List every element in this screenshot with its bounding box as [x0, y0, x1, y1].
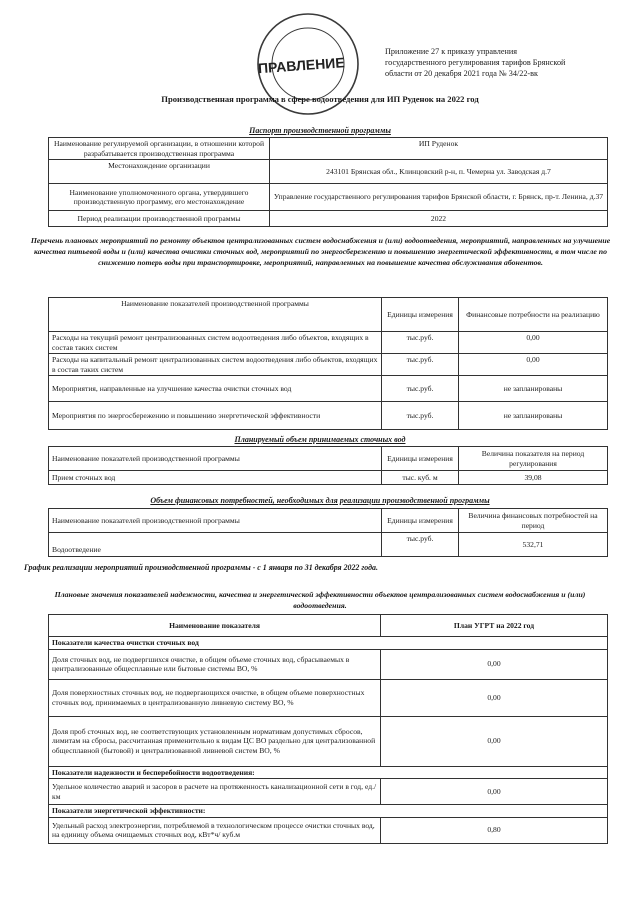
volume-name: Прием сточных вод: [49, 471, 382, 485]
table-row: [49, 615, 608, 637]
group-row: [49, 766, 608, 779]
passport-label: Наименование уполномоченного органа, утвердившего производственную программу, его местонахождение: [49, 184, 270, 211]
measures-heading: Перечень плановых мероприятий по ремонту объектов централизованных систем водоснабжения и (или) водоотведения, мероприятий, направленных на улучшение качества питьевой воды и (или) качества очистки сточных вод, мероприятий по энергосбережению и повышению энергетической эффективности, в том числе по снижению потерь воды при транспортировке, мероприятий, направленных на повышение качества обслуживания абонентов.: [30, 236, 611, 267]
column-header: Наименование показателя: [49, 615, 381, 637]
group-row: [49, 637, 608, 650]
column-header: План УГРТ на 2022 год: [381, 615, 608, 637]
volume-value: 39,08: [459, 471, 608, 485]
appendix-line: области от 20 декабря 2021 года № 34/22-вк: [385, 69, 538, 78]
passport-table: [48, 137, 608, 227]
indicator-value: 0,00: [381, 649, 608, 679]
indicator-name: Доля сточных вод, не подвергшихся очистке, в общем объеме сточных вод, сбрасываемых в централизованные общесплавные или бытовые системы ВО, %: [49, 649, 381, 679]
measure-name: Расходы на текущий ремонт централизованных систем водоотведения либо объектов, входящих в состав таких систем: [49, 332, 382, 354]
table-row: [49, 160, 608, 184]
table-row: [49, 817, 608, 843]
finance-name: Водоотведение: [49, 533, 382, 557]
table-row: [49, 447, 608, 471]
table-row: [49, 533, 608, 557]
passport-value: ИП Руденок: [270, 138, 608, 160]
table-row: [49, 354, 608, 376]
measure-value: не запланированы: [459, 376, 608, 402]
table-row: [49, 649, 608, 679]
indicator-name: Удельное количество аварий и засоров в расчете на протяженность канализационной сети в год, ед./км: [49, 779, 381, 805]
indicator-name: Доля проб сточных вод, не соответствующих установленным нормативам допустимых сбросов, лимитам на сбросы, рассчитанная применительно к видам ЦС ВО раздельно для централизованной общесплавной (бытовой) и централизованной ливневой систем ВО, %: [49, 716, 381, 766]
measure-name: Мероприятия по энергосбережению и повышению энергетической эффективности: [49, 402, 382, 430]
passport-label: Период реализации производственной программы: [49, 211, 270, 227]
indicator-value: 0,00: [381, 779, 608, 805]
reliability-heading: Плановые значения показателей надежности, качества и энергетической эффективности объектов централизованных систем водоснабжения и (или) водоотведения.: [54, 590, 586, 610]
table-row: [49, 298, 608, 332]
volume-table: [48, 446, 608, 485]
finance-heading: Объем финансовых потребностей, необходимых для реализации производственной программы: [150, 496, 490, 505]
measure-unit: тыс.руб.: [382, 354, 459, 376]
measure-value: 0,00: [459, 332, 608, 354]
column-header: Наименование показателей производственной программы: [49, 509, 382, 533]
column-header: Наименование показателей производственной программы: [49, 447, 382, 471]
column-header: Наименование показателей производственной программы: [49, 298, 382, 332]
appendix-line: государственного регулирования тарифов Брянской: [385, 58, 566, 67]
column-header: Единицы измерения: [382, 509, 459, 533]
group-title: Показатели качества очистки сточных вод: [49, 637, 608, 650]
appendix-note: [385, 46, 620, 79]
measure-value: 0,00: [459, 354, 608, 376]
passport-heading: Паспорт производственной программы: [249, 126, 391, 135]
schedule-note: График реализации мероприятий производственной программы - с 1 января по 31 декабря 2022 года.: [24, 563, 378, 572]
group-title: Показатели энергетической эффективности:: [49, 805, 608, 818]
table-row: [49, 509, 608, 533]
passport-value: 243101 Брянская обл., Клинцовский р-н, п. Чемерна ул. Заводская д.7: [270, 160, 608, 184]
column-header: Единицы измерения: [382, 447, 459, 471]
indicator-value: 0,00: [381, 716, 608, 766]
measure-unit: тыс.руб.: [382, 332, 459, 354]
stamp-text: ПРАВЛЕНИЕ: [257, 54, 346, 77]
group-title: Показатели надежности и бесперебойности водоотведения:: [49, 766, 608, 779]
passport-value: 2022: [270, 211, 608, 227]
table-row: [49, 332, 608, 354]
finance-table: [48, 508, 608, 557]
table-row: [49, 716, 608, 766]
column-header: Финансовые потребности на реализацию: [459, 298, 608, 332]
passport-label: Наименование регулируемой организации, в отношении которой разрабатывается производственная программа: [49, 138, 270, 160]
measure-name: Расходы на капитальный ремонт централизованных систем водоотведения либо объектов, входящих в состав таких систем: [49, 354, 382, 376]
column-header: Единицы измерения: [382, 298, 459, 332]
table-row: [49, 138, 608, 160]
measure-unit: тыс.руб.: [382, 402, 459, 430]
table-row: [49, 402, 608, 430]
table-row: [49, 376, 608, 402]
measure-name: Мероприятия, направленные на улучшение качества очистки сточных вод: [49, 376, 382, 402]
indicator-name: Удельный расход электроэнергии, потребляемой в технологическом процессе очистки сточных вод, на единицу объема очищаемых сточных вод, кВт*ч/ куб.м: [49, 817, 381, 843]
indicator-name: Доля поверхностных сточных вод, не подвергающихся очистке, в общем объеме поверхностных сточных вод, принимаемых в централизованную ливневую систему ВО, %: [49, 679, 381, 716]
table-row: [49, 471, 608, 485]
measure-unit: тыс.руб.: [382, 376, 459, 402]
indicator-value: 0,00: [381, 679, 608, 716]
group-row: [49, 805, 608, 818]
table-row: [49, 679, 608, 716]
measure-value: не запланированы: [459, 402, 608, 430]
finance-value: 532,71: [459, 533, 608, 557]
table-row: [49, 184, 608, 211]
table-row: [49, 779, 608, 805]
appendix-line: Приложение 27 к приказу управления: [385, 47, 518, 56]
column-header: Величина показателя на период регулирования: [459, 447, 608, 471]
column-header: Величина финансовых потребностей на период: [459, 509, 608, 533]
document-title: Производственная программа в сфере водоотведения для ИП Руденок на 2022 год: [161, 94, 479, 104]
volume-heading: Планируемый объем принимаемых сточных вод: [234, 435, 406, 444]
measures-table: [48, 297, 608, 430]
indicator-value: 0,80: [381, 817, 608, 843]
reliability-table: [48, 614, 608, 844]
finance-unit: тыс.руб.: [382, 533, 459, 557]
passport-label: Местонахождение организации: [49, 160, 270, 184]
volume-unit: тыс. куб. м: [382, 471, 459, 485]
passport-value: Управление государственного регулирования тарифов Брянской области, г. Брянск, пр-т. Ленина, д.37: [270, 184, 608, 211]
table-row: [49, 211, 608, 227]
